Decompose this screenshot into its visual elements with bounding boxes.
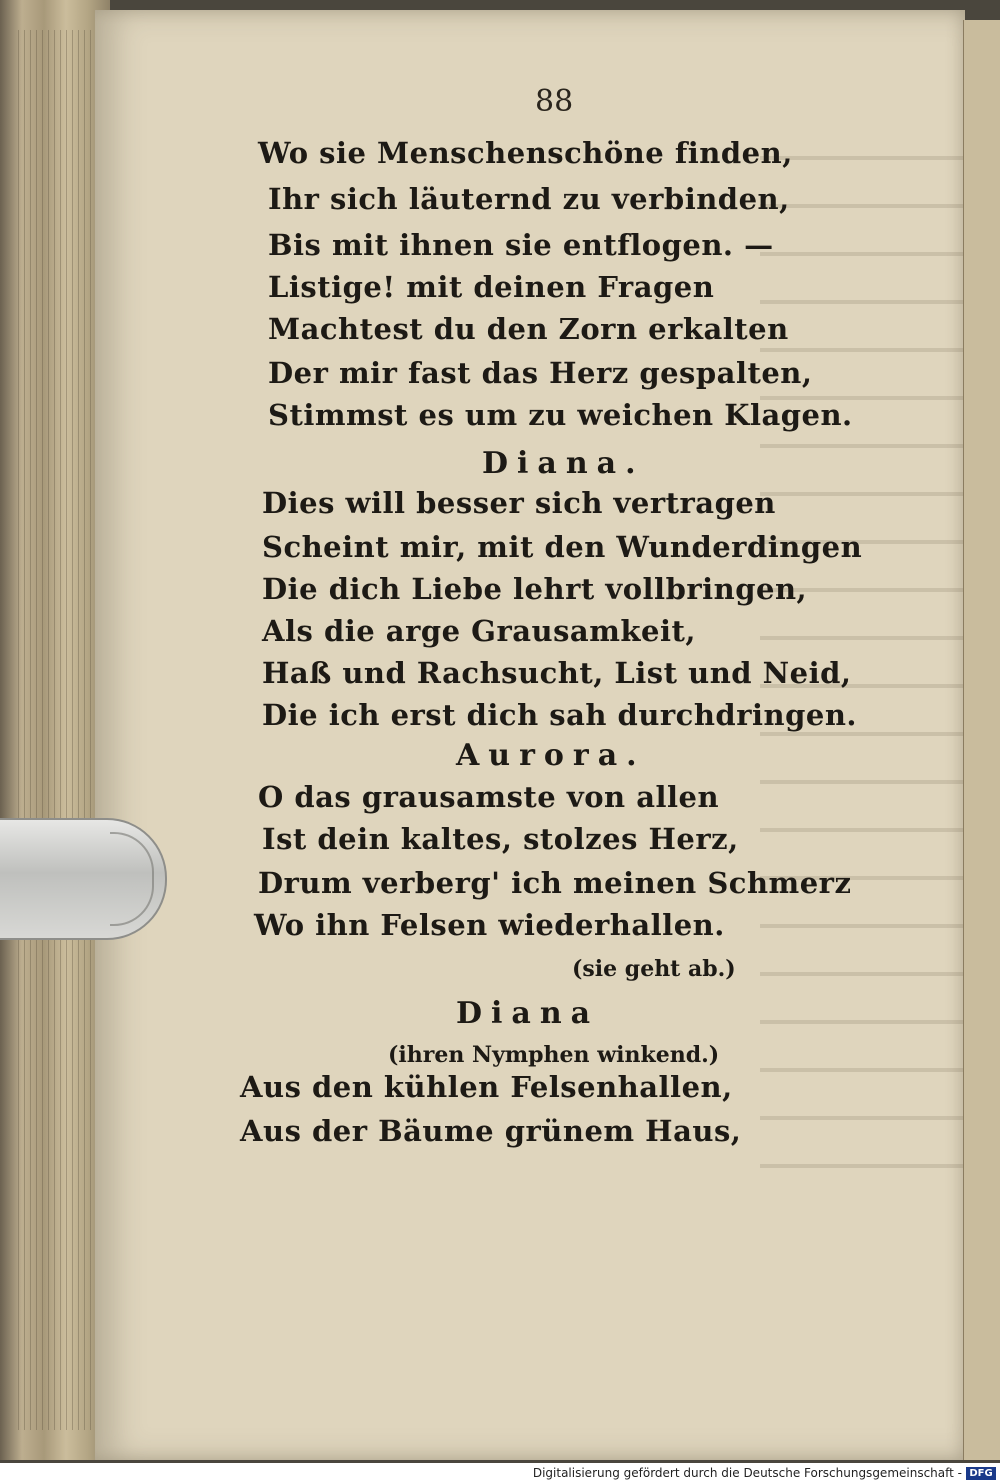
verse-line: Aus der Bäume grünem Haus, <box>240 1114 742 1148</box>
stage-direction: (ihren Nymphen winkend.) <box>388 1042 720 1068</box>
page-number: 88 <box>535 84 574 119</box>
verse-line: Wo ihn Felsen wiederhallen. <box>254 908 725 942</box>
facing-page-edge <box>963 20 1000 1460</box>
verse-line: Dies will besser sich vertragen <box>262 486 776 520</box>
verse-line: Stimmst es um zu weichen Klagen. <box>268 398 853 432</box>
page-edge-lines <box>18 30 98 1430</box>
verse-line: O das grausamste von allen <box>258 780 720 814</box>
footer-bar <box>0 1463 1000 1483</box>
footer-credit: Digitalisierung gefördert durch die Deutsche Forschungsgemeinschaft - <box>532 1466 962 1480</box>
show-through-text <box>760 120 970 1180</box>
stage-direction: (sie geht ab.) <box>572 956 736 982</box>
verse-line: Der mir fast das Herz gespalten, <box>268 356 813 390</box>
verse-line: Listige! mit deinen Fragen <box>268 270 715 304</box>
book-page-edges <box>0 0 110 1460</box>
verse-line: Als die arge Grausamkeit, <box>262 614 696 648</box>
verse-line: Ihr sich läuternd zu verbinden, <box>268 182 790 216</box>
page-clip <box>0 818 167 940</box>
dfg-logo: DFG <box>966 1467 996 1480</box>
verse-line: Die dich Liebe lehrt vollbringen, <box>262 572 808 606</box>
verse-line: Scheint mir, mit den Wunderdingen <box>262 530 863 564</box>
verse-line: Ist dein kaltes, stolzes Herz, <box>262 822 739 856</box>
verse-line: Haß und Rachsucht, List und Neid, <box>262 656 852 690</box>
verse-line: Drum verberg' ich meinen Schmerz <box>258 866 852 900</box>
verse-line: Bis mit ihnen sie entflogen. — <box>268 228 774 262</box>
verse-line: Machtest du den Zorn erkalten <box>268 312 789 346</box>
verse-line: Wo sie Menschenschöne finden, <box>258 136 793 170</box>
speaker-name: Diana. <box>482 446 645 481</box>
verse-line: Aus den kühlen Felsenhallen, <box>240 1070 733 1104</box>
clip-highlight <box>110 832 154 926</box>
speaker-name: Aurora. <box>456 738 646 773</box>
verse-line: Die ich erst dich sah durchdringen. <box>262 698 857 732</box>
speaker-name: Diana <box>456 996 600 1031</box>
